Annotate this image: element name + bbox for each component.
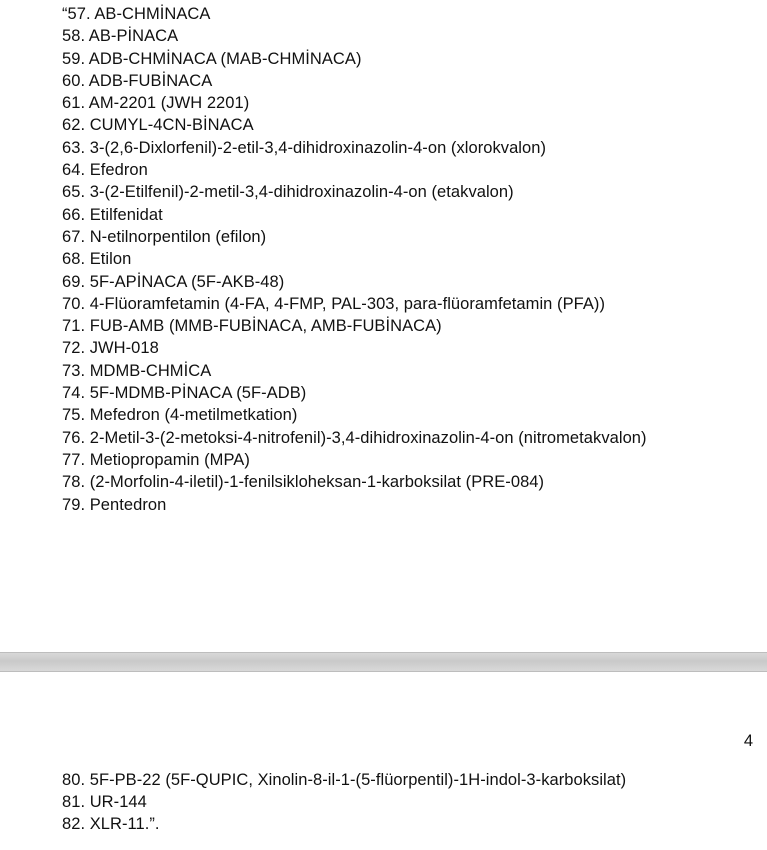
list-item: 66. Etilfenidat (62, 205, 163, 224)
list-item: 63. 3-(2,6-Dixlorfenil)-2-etil-3,4-dihidroxinazolin-4-on (xlorokvalon) (62, 138, 547, 157)
list-item: 70. 4-Flüoramfetamin (4-FA, 4-FMP, PAL-303, para-flüoramfetamin (PFA)) (62, 294, 605, 313)
list-item: 58. AB-PİNACA (62, 27, 179, 46)
substance-list-top (62, 3, 647, 516)
list-item: 80. 5F-PB-22 (5F-QUPIC, Xinolin-8-il-1-(5-flüorpentil)-1H-indol-3-karboksilat) (62, 771, 627, 789)
list-item: 77. Metiopropamin (MPA) (62, 450, 250, 469)
list-item: 76. 2-Metil-3-(2-metoksi-4-nitrofenil)-3,4-dihidroxinazolin-4-on (nitrometakvalon) (62, 428, 647, 447)
substance-list-bottom (62, 769, 626, 835)
list-item: 69. 5F-APİNACA (5F-AKB-48) (62, 272, 285, 291)
list-item: “57. AB-CHMİNACA (62, 5, 211, 23)
document-page-bottom (0, 672, 767, 850)
list-item: 78. (2-Morfolin-4-iletil)-1-fenilsikloheksan-1-karboksilat (PRE-084) (62, 473, 545, 492)
list-item: 73. MDMB-CHMİCA (62, 361, 212, 380)
list-item: 62. CUMYL-4CN-BİNACA (62, 116, 254, 135)
list-item: 59. ADB-CHMİNACA (MAB-CHMİNACA) (62, 49, 362, 68)
list-item: 82. XLR-11.”. (62, 815, 160, 833)
list-item: 65. 3-(2-Etilfenil)-2-metil-3,4-dihidroxinazolin-4-on (etakvalon) (62, 183, 514, 202)
list-item: 68. Etilon (62, 250, 132, 269)
list-item: 60. ADB-FUBİNACA (62, 71, 213, 90)
list-item: 79. Pentedron (62, 495, 167, 514)
list-item: 67. N-etilnorpentilon (efilon) (62, 227, 267, 246)
list-item: 75. Mefedron (4-metilmetkation) (62, 406, 298, 425)
list-item: 64. Efedron (62, 161, 148, 180)
page-number: 4 (743, 732, 753, 750)
page-separator (0, 652, 767, 672)
list-item: 71. FUB-AMB (MMB-FUBİNACA, AMB-FUBİNACA) (62, 317, 442, 336)
list-item: 81. UR-144 (62, 793, 147, 811)
list-item: 72. JWH-018 (62, 339, 159, 358)
list-item: 61. AM-2201 (JWH 2201) (62, 94, 250, 113)
list-item: 74. 5F-MDMB-PİNACA (5F-ADB) (62, 384, 307, 403)
